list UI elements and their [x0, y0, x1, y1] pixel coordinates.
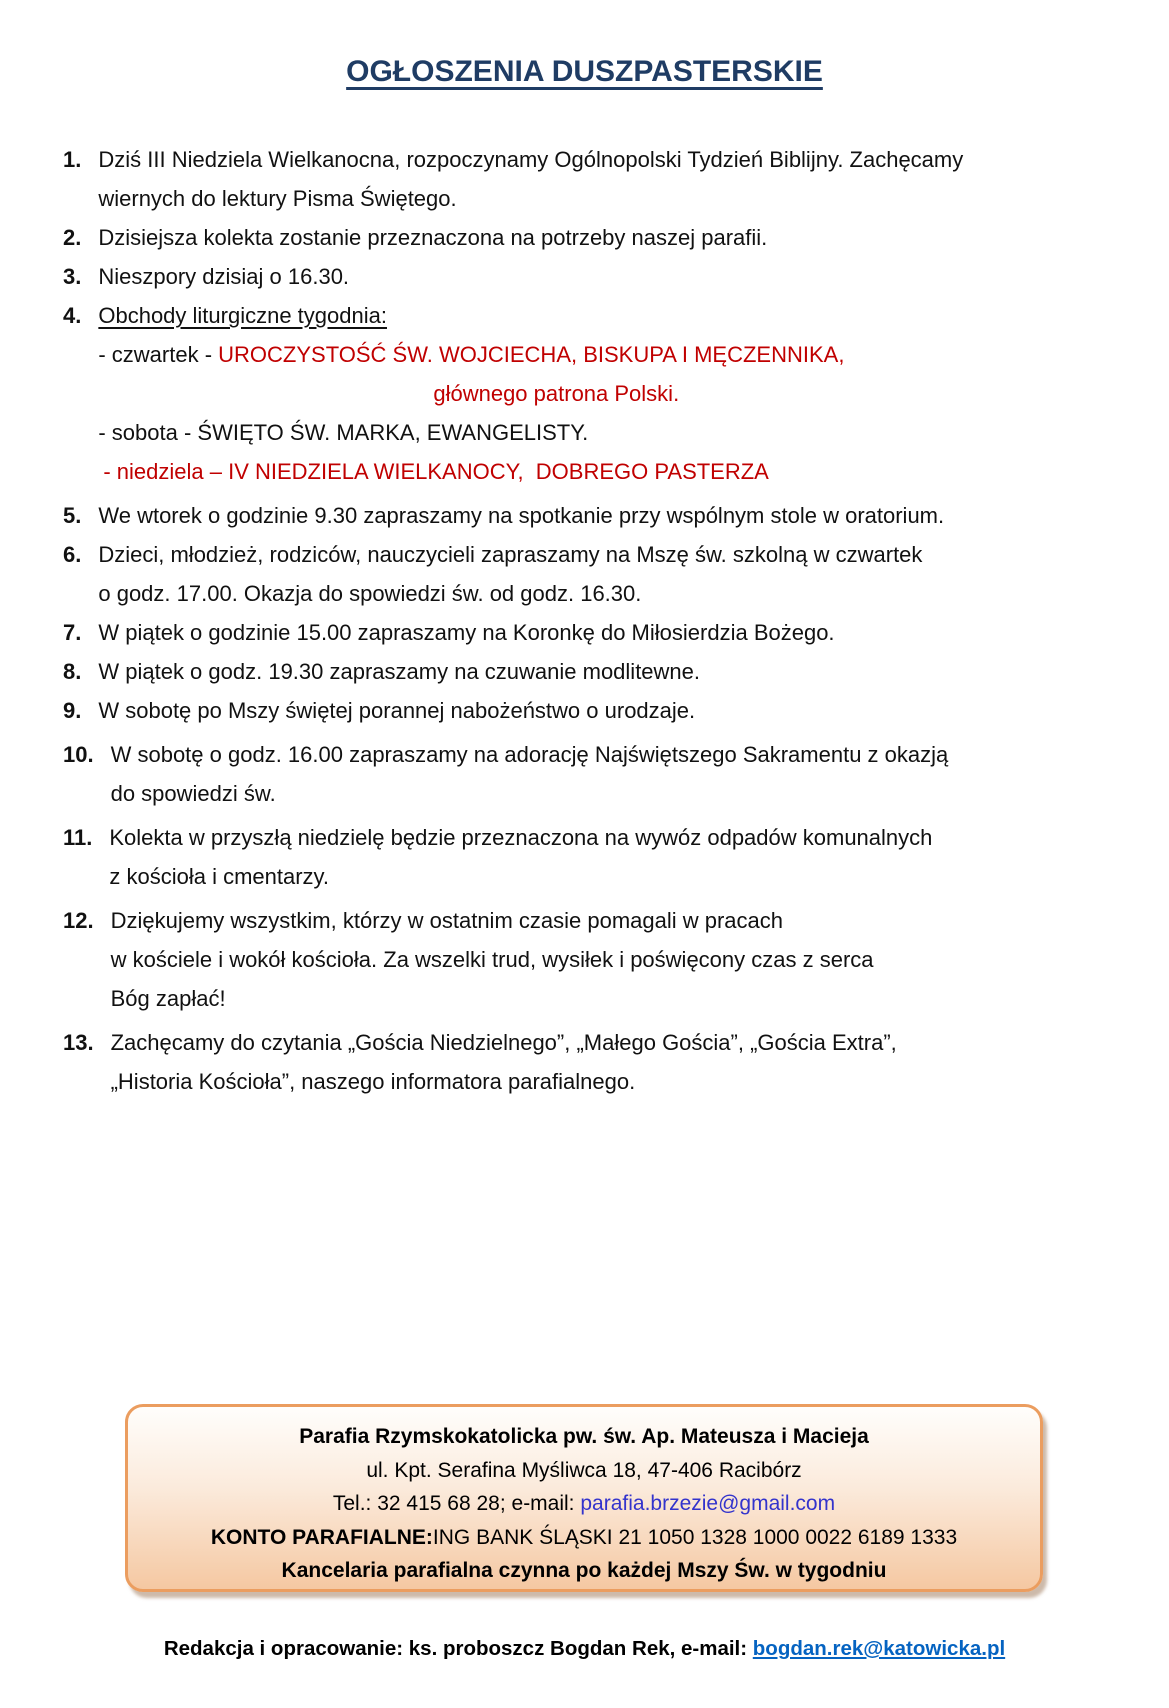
- account-label: KONTO PARAFIALNE:: [210, 1525, 433, 1549]
- parish-email-link[interactable]: parafia.brzezie@gmail.com: [580, 1492, 836, 1515]
- item-number: 7.: [63, 620, 82, 645]
- item-text-line: Zachęcamy do czytania „Gościa Niedzielnego”, „Małego Gościa”, „Gościa Extra”,: [110, 1030, 897, 1055]
- item-text-line: do spowiedzi św.: [110, 781, 276, 806]
- item-text-line: Dziękujemy wszystkim, którzy w ostatnim czasie pomagali w pracach: [110, 908, 784, 933]
- item-text-line: W sobotę po Mszy świętej porannej nabożeństwo o urodzaje.: [98, 698, 696, 723]
- liturgy-thursday-feast: UROCZYSTOŚĆ ŚW. WOJCIECHA, BISKUPA I MĘCZENNIKA,: [218, 342, 845, 367]
- item-text-line: Dzieci, młodzież, rodziców, nauczycieli zapraszamy na Mszę św. szkolną w czwartek: [98, 542, 923, 567]
- item-text-line: Kolekta w przyszłą niedzielę będzie przeznaczona na wywóz odpadów komunalnych: [109, 825, 933, 850]
- item-text: [98, 691, 1123, 730]
- item-text-line: W piątek o godz. 19.30 zapraszamy na czuwanie modlitewne.: [98, 659, 701, 684]
- announcement-item-7: [63, 613, 1123, 652]
- item-text: [111, 735, 1123, 813]
- item-text-line: o godz. 17.00. Okazja do spowiedzi św. od godz. 16.30.: [98, 581, 642, 606]
- item-text-line: W piątek o godzinie 15.00 zapraszamy na Koronkę do Miłosierdzia Bożego.: [98, 620, 835, 645]
- item-number: 1.: [63, 147, 82, 172]
- item-text-line: Bóg zapłać!: [110, 986, 226, 1011]
- parish-phone: Tel.: 32 415 68 28; e-mail:: [332, 1492, 581, 1515]
- item-number: 2.: [63, 225, 82, 250]
- page-title-text: OGŁOSZENIA DUSZPASTERSKIE: [346, 55, 823, 88]
- item-text-line: Nieszpory dzisiaj o 16.30.: [98, 264, 350, 289]
- announcement-item-5: [63, 496, 1123, 535]
- liturgy-sunday-line: - niedziela – IV NIEDZIELA WIELKANOCY, DOBREGO PASTERZA: [103, 459, 769, 484]
- parish-account-line: [128, 1521, 1040, 1555]
- liturgy-saturday-line: - sobota - ŚWIĘTO ŚW. MARKA, EWANGELISTY.: [98, 420, 589, 445]
- liturgy-thursday-prefix: - czwartek -: [98, 342, 219, 367]
- item-text-line: Dzisiejsza kolekta zostanie przeznaczona na potrzeby naszej parafii.: [98, 225, 768, 250]
- item-text: [111, 901, 1123, 1018]
- credits-text: Redakcja i opracowanie: ks. proboszcz Bogdan Rek, e-mail:: [163, 1637, 753, 1660]
- item-number: 9.: [63, 698, 82, 723]
- item-text-line: wiernych do lektury Pisma Świętego.: [98, 186, 457, 211]
- announcement-item-6: [63, 535, 1123, 613]
- announcement-item-4: [63, 296, 1123, 491]
- announcement-item-3: [63, 257, 1123, 296]
- parish-contact-line: [128, 1487, 1040, 1521]
- item-text-line: Dziś III Niedziela Wielkanocna, rozpoczynamy Ogólnopolski Tydzień Biblijny. Zachęcamy: [98, 147, 964, 172]
- item-text: [98, 496, 1123, 535]
- account-number: ING BANK ŚLĄSKI 21 1050 1328 1000 0022 6189 1333: [432, 1525, 958, 1549]
- item-number: 13.: [63, 1030, 94, 1055]
- item-number: 11.: [63, 825, 93, 850]
- item-text: [98, 218, 1123, 257]
- credits-email-link[interactable]: bogdan.rek@katowicka.pl: [752, 1637, 1006, 1660]
- announcement-item-2: [63, 218, 1123, 257]
- announcement-item-8: [63, 652, 1123, 691]
- item-text-line: W sobotę o godz. 16.00 zapraszamy na adorację Najświętszego Sakramentu z okazją: [110, 742, 949, 767]
- parish-address: ul. Kpt. Serafina Myśliwca 18, 47-406 Racibórz: [366, 1458, 802, 1482]
- announcement-item-11: [63, 818, 1123, 896]
- liturgy-schedule: [98, 296, 1123, 491]
- item-number: 6.: [63, 542, 82, 567]
- announcement-item-13: [63, 1023, 1123, 1101]
- credits-line: [0, 1637, 1169, 1661]
- item-number: 4.: [63, 303, 82, 328]
- liturgy-thursday-feast-continuation: głównego patrona Polski.: [433, 381, 680, 406]
- announcements-list: [63, 140, 1123, 1101]
- liturgy-heading: Obchody liturgiczne tygodnia:: [98, 303, 387, 328]
- item-number: 10.: [63, 742, 94, 767]
- item-text-line: z kościoła i cmentarzy.: [109, 864, 330, 889]
- item-text: [109, 818, 1123, 896]
- announcement-item-9: [63, 691, 1123, 730]
- parish-name: Parafia Rzymskokatolicka pw. św. Ap. Mateusza i Macieja: [299, 1425, 869, 1448]
- page-title: [0, 54, 1169, 90]
- item-text: [98, 257, 1123, 296]
- item-text: [98, 140, 1123, 218]
- item-number: 8.: [63, 659, 82, 684]
- item-text-line: „Historia Kościoła”, naszego informatora parafialnego.: [110, 1069, 636, 1094]
- item-text: [98, 535, 1123, 613]
- announcement-item-10: [63, 735, 1123, 813]
- parish-info-box: [125, 1404, 1043, 1592]
- item-number: 5.: [63, 503, 82, 528]
- item-text-line: w kościele i wokół kościoła. Za wszelki trud, wysiłek i poświęcony czas z serca: [110, 947, 874, 972]
- announcement-item-1: [63, 140, 1123, 218]
- item-number: 12.: [63, 908, 94, 933]
- announcement-item-12: [63, 901, 1123, 1018]
- item-text: [111, 1023, 1123, 1101]
- document-page: [0, 54, 1169, 1708]
- liturgy-thursday-line: [98, 335, 1123, 374]
- item-text: [98, 652, 1123, 691]
- office-hours: Kancelaria parafialna czynna po każdej Mszy Św. w tygodniu: [281, 1559, 887, 1582]
- item-text: [98, 613, 1123, 652]
- item-text-line: We wtorek o godzinie 9.30 zapraszamy na spotkanie przy wspólnym stole w oratorium.: [98, 503, 945, 528]
- item-number: 3.: [63, 264, 82, 289]
